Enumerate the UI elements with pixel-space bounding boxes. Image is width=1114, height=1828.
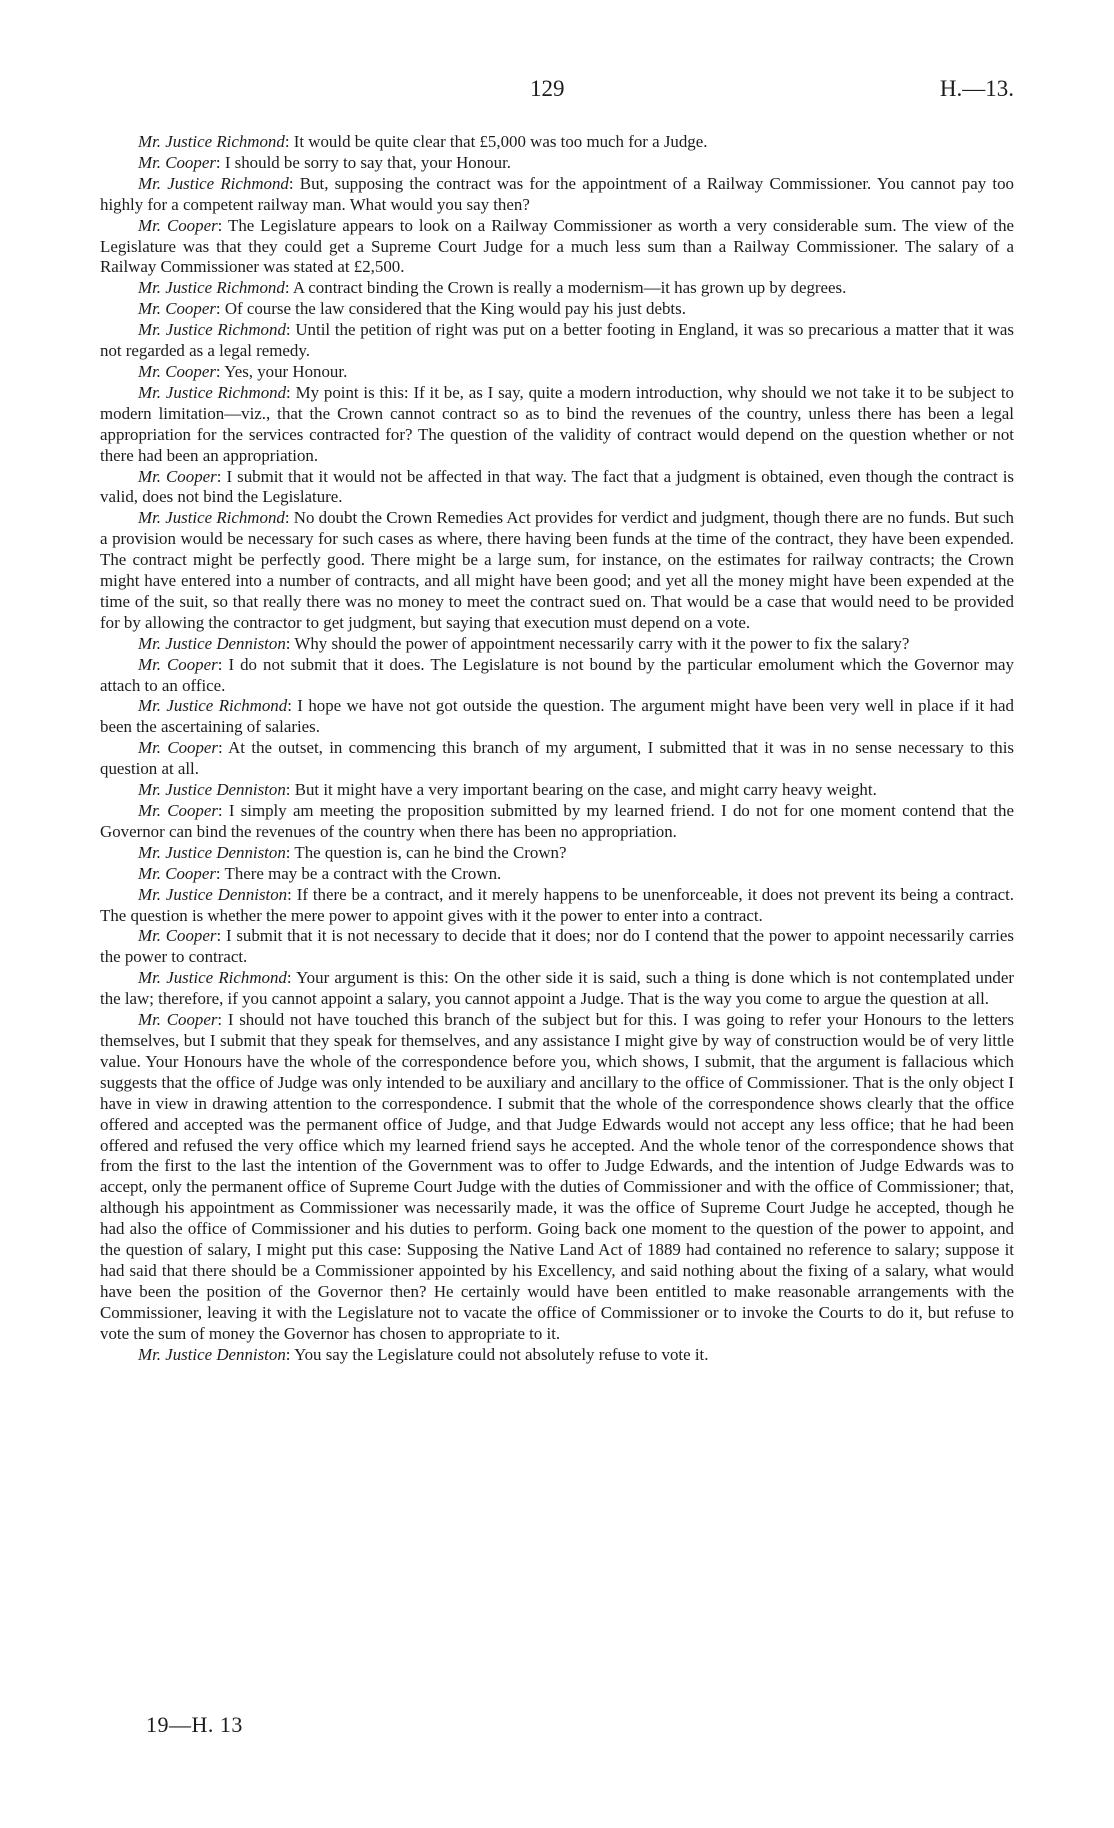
transcript-paragraph: Mr. Justice Denniston: If there be a contract, and it merely happens to be unenforceable, it does not prevent its being a contract. The question is whether the mere power to appoint gives with it the power to enter into a contract.: [100, 884, 1014, 925]
speech-text: I should be sorry to say that, your Honour.: [224, 152, 511, 172]
transcript-paragraph: Mr. Cooper: Of course the law considered that the King would pay his just debts.: [138, 299, 686, 319]
speaker-name: Mr. Justice Richmond: [138, 696, 288, 716]
speaker-name: Mr. Cooper: [138, 654, 218, 674]
speech-text: At the outset, in commencing this branch of my argument, I submitted that it was in no sense necessary to this question at all.: [100, 738, 1014, 779]
speech-text: I submit that it is not necessary to decide that it does; nor do I contend that the power to appoint necessarily carries the power to contract.: [100, 926, 1014, 967]
speech-text: I do not submit that it does. The Legislature is not bound by the particular emolument which the Governor may attach to an office.: [100, 654, 1014, 695]
speech-text: I hope we have not got outside the question. The argument might have been very well in place if it had been the ascertaining of salaries.: [100, 696, 1014, 737]
speech-text: It would be quite clear that £5,000 was too much for a Judge.: [293, 132, 708, 151]
speaker-name: Mr. Justice Richmond: [138, 132, 285, 151]
speaker-name: Mr. Cooper: [138, 926, 217, 946]
speech-text: If there be a contract, and it merely happens to be unenforceable, it does not prevent its being a contract. The question is whether the mere power to appoint gives with it the power to enter into a contract.: [100, 884, 1014, 925]
transcript-paragraph: Mr. Justice Richmond: Your argument is this: On the other side it is said, such a thing is done which is not contemplated under the law; therefore, if you cannot appoint a salary, you cannot appoint a Judge. That is the way you come to argue the question at all.: [100, 968, 1014, 1009]
speaker-name: Mr. Cooper: [138, 361, 216, 381]
speaker-name: Mr. Cooper: [138, 738, 218, 758]
speech-text: But, supposing the contract was for the appointment of a Railway Commissioner. You cannot pay too highly for a competent railway man. What would you say then?: [100, 173, 1014, 214]
speaker-name: Mr. Cooper: [138, 1010, 218, 1030]
transcript-paragraph: Mr. Cooper: I should not have touched this branch of the subject but for this. I was going to refer your Honours to the letters themselves, but I submit that they speak for themselves, and any assistance I might give by way of construction would be of very little value. Your Honours have the whole of the correspondence before you, which shows, I submit, that the argument is fallacious which suggests that the office of Judge was only intended to be auxiliary and ancillary to the office of Commissioner. That is the only object I have in view in drawing attention to the correspondence. I submit that the whole of the correspondence shows clearly that the office offered and accepted was the permanent office of Judge, and that Judge Edwards would not accept any less office; that he had been offered and refused the very office which my learned friend says he accepted. And the whole tenor of the correspondence shows that from the first to the last the intention of the Government was to offer to Judge Edwards, and the intention of Judge Edwards was to accept, only the permanent office of Supreme Court Judge with the duties of Commissioner and with the office of Commissioner; that, although his appointment as Commissioner was necessarily made, it was the office of Supreme Court Judge he accepted, though he had also the office of Commissioner and his duties to perform. Going back one moment to the question of the power to appoint, and the question of salary, I might put this case: Supposing the Native Land Act of 1889 had contained no reference to salary; suppose it had said that there should be a Commissioner appointed by his Excellency, and said nothing about the fixing of a salary, what would have been the position of the Governor then? He certainly would have been entitled to make reasonable arrangements with the Commissioner, leaving it with the Legislature not to vacate the office of Commissioner or to invoke the Courts to do it, but refuse to vote the sum of money the Governor has chosen to appropriate to it.: [100, 1010, 1015, 1343]
transcript-paragraph: Mr. Justice Richmond: No doubt the Crown Remedies Act provides for verdict and judgment, though there are no funds. But such a provision would be necessary for such cases as where, there having been funds at the time of the contract, they have been expended. The contract might be perfectly good. There might be a large sum, for instance, on the estimates for railway contracts; the Crown might have entered into a number of contracts, and all might have been good; and yet all the money might have been expended at the time of the suit, so that really there was no money to meet the contract sued on. That would be a case that would need to be provided for by allowing the contractor to get judgment, but saying that execution must depend on a vote.: [100, 508, 1014, 632]
speaker-name: Mr. Justice Denniston: [138, 780, 286, 800]
speaker-name: Mr. Cooper: [138, 466, 217, 486]
speech-text: The question is, can he bind the Crown?: [294, 842, 567, 862]
transcript-paragraph: Mr. Cooper: There may be a contract with the Crown.: [138, 863, 502, 883]
transcript-paragraph: Mr. Justice Denniston: But it might have a very important bearing on the case, and might carry heavy weight.: [138, 780, 877, 800]
transcript-paragraph: Mr. Cooper: I submit that it would not be affected in that way. The fact that a judgment is obtained, even though the contract is valid, does not bind the Legislature.: [100, 466, 1015, 507]
transcript-paragraph: Mr. Justice Richmond: It would be quite clear that £5,000 was too much for a Judge.: [138, 132, 708, 151]
transcript-body: [100, 132, 1014, 1365]
speaker-name: Mr. Cooper: [138, 863, 216, 883]
document-reference: H.—13.: [939, 76, 1014, 101]
speech-text: I submit that it would not be affected in that way. The fact that a judgment is obtained, even though the contract is valid, does not bind the Legislature.: [100, 466, 1015, 507]
speaker-name: Mr. Justice Denniston: [138, 842, 286, 862]
speech-text: There may be a contract with the Crown.: [224, 863, 502, 883]
speech-text: No doubt the Crown Remedies Act provides for verdict and judgment, though there are no funds. But such a provision would be necessary for such cases as where, there having been funds at the time of the contract, they have been expended. The contract might be perfectly good. There might be a large sum, for instance, on the estimates for railway contracts; the Crown might have entered into a number of contracts, and all might have been good; and yet all the money might have been expended at the time of the suit, so that really there was no money to meet the contract sued on. That would be a case that would need to be provided for by allowing the contractor to get judgment, but saying that execution must depend on a vote.: [100, 508, 1014, 632]
speaker-name: Mr. Justice Denniston: [138, 1344, 286, 1364]
speech-text: Your argument is this: On the other side it is said, such a thing is done which is not contemplated under the law; therefore, if you cannot appoint a salary, you cannot appoint a Judge. That is the way you come to argue the question at all.: [100, 968, 1014, 1009]
transcript-paragraph: Mr. Cooper: I do not submit that it does. The Legislature is not bound by the particular emolument which the Governor may attach to an office.: [100, 654, 1014, 695]
speech-text: Yes, your Honour.: [224, 361, 348, 381]
transcript-paragraph: Mr. Justice Richmond: A contract binding the Crown is really a modernism—it has grown up by degrees.: [138, 278, 847, 298]
speech-text: The Legislature appears to look on a Railway Commissioner as worth a very considerable sum. The view of the Legislature was that they could get a Supreme Court Judge for a much less sum than a Railway Commissioner. The salary of a Railway Commissioner was stated at £2,500.: [100, 215, 1015, 277]
sheet-signature: 19—H. 13: [146, 1712, 243, 1737]
speech-text: Of course the law considered that the King would pay his just debts.: [224, 299, 686, 319]
page-header: [0, 76, 1114, 106]
speaker-name: Mr. Justice Richmond: [138, 320, 286, 340]
speaker-name: Mr. Cooper: [138, 801, 218, 820]
speech-text: Until the petition of right was put on a better footing in England, it was so precarious a matter that it was not regarded as a legal remedy.: [100, 320, 1014, 361]
transcript-paragraph: Mr. Cooper: The Legislature appears to look on a Railway Commissioner as worth a very considerable sum. The view of the Legislature was that they could get a Supreme Court Judge for a much less sum than a Railway Commissioner. The salary of a Railway Commissioner was stated at £2,500.: [100, 215, 1015, 277]
transcript-paragraph: Mr. Justice Richmond: I hope we have not got outside the question. The argument might have been very well in place if it had been the ascertaining of salaries.: [100, 696, 1014, 737]
transcript-paragraph: Mr. Cooper: I should be sorry to say that, your Honour.: [138, 152, 511, 172]
transcript-paragraph: Mr. Justice Denniston: You say the Legislature could not absolutely refuse to vote it.: [138, 1344, 709, 1364]
page-number: 129: [530, 76, 565, 101]
speech-text: I should not have touched this branch of the subject but for this. I was going to refer your Honours to the letters themselves, but I submit that they speak for themselves, and any assistance I might give by way of construction would be of very little value. Your Honours have the whole of the correspondence before you, which shows, I submit, that the argument is fallacious which suggests that the office of Judge was only intended to be auxiliary and ancillary to the office of Commissioner. That is the only object I have in view in drawing attention to the correspondence. I submit that the whole of the correspondence shows clearly that the office offered and accepted was the permanent office of Judge, and that Judge Edwards would not accept any less office; that he had been offered and refused the very office which my learned friend says he accepted. And the whole tenor of the correspondence shows that from the first to the last the intention of the Government was to offer to Judge Edwards, and the intention of Judge Edwards was to accept, only the permanent office of Supreme Court Judge with the duties of Commissioner and with the office of Commissioner; that, although his appointment as Commissioner was necessarily made, it was the office of Supreme Court Judge he accepted, though he had also the office of Commissioner and his duties to perform. Going back one moment to the question of the power to appoint, and the question of salary, I might put this case: Supposing the Native Land Act of 1889 had contained no reference to salary; suppose it had said that there should be a Commissioner appointed by his Excellency, and said nothing about the fixing of a salary, what would have been the position of the Governor then? He certainly would have been entitled to make reasonable arrangements with the Commissioner, leaving it with the Legislature not to vacate the office of Commissioner or to invoke the Courts to do it, but refuse to vote the sum of money the Governor has chosen to appropriate to it.: [100, 1010, 1015, 1343]
transcript-paragraph: Mr. Cooper: Yes, your Honour.: [138, 361, 348, 381]
speaker-name: Mr. Justice Richmond: [138, 382, 287, 402]
transcript-paragraph: Mr. Justice Richmond: Until the petition of right was put on a better footing in England, it was so precarious a matter that it was not regarded as a legal remedy.: [100, 320, 1014, 361]
transcript-paragraph: Mr. Justice Richmond: But, supposing the contract was for the appointment of a Railway Commissioner. You cannot pay too highly for a competent railway man. What would you say then?: [100, 173, 1014, 214]
speech-text: But it might have a very important bearing on the case, and might carry heavy weight.: [294, 780, 877, 800]
speech-text: You say the Legislature could not absolutely refuse to vote it.: [294, 1344, 709, 1364]
speaker-name: Mr. Justice Denniston: [138, 633, 286, 653]
speaker-name: Mr. Justice Richmond: [138, 508, 285, 528]
speaker-name: Mr. Cooper: [138, 299, 216, 319]
speaker-name: Mr. Justice Richmond: [138, 173, 289, 193]
transcript-paragraph: Mr. Justice Richmond: My point is this: If it be, as I say, quite a modern introduction, why should we not take it to be subject to modern limitation—viz., that the Crown cannot contract so as to bind the revenues of the country, unless there has been a legal appropriation for the services contracted for? The question of the validity of contract would depend on the question whether or not there had been an appropriation.: [100, 382, 1015, 465]
speaker-name: Mr. Justice Denniston: [138, 884, 288, 904]
speech-text: A contract binding the Crown is really a modernism—it has grown up by degrees.: [292, 278, 847, 298]
transcript-paragraph: Mr. Justice Denniston: The question is, can he bind the Crown?: [138, 842, 567, 862]
speaker-name: Mr. Cooper: [138, 215, 218, 235]
speaker-name: Mr. Justice Richmond: [138, 278, 285, 298]
speaker-name: Mr. Justice Richmond: [138, 968, 287, 988]
speaker-name: Mr. Cooper: [138, 152, 216, 172]
transcript-paragraph: Mr. Justice Denniston: Why should the power of appointment necessarily carry with it the power to fix the salary?: [138, 633, 910, 653]
transcript-paragraph: Mr. Cooper: At the outset, in commencing this branch of my argument, I submitted that it was in no sense necessary to this question at all.: [100, 738, 1014, 779]
speech-text: Why should the power of appointment necessarily carry with it the power to fix the salary?: [294, 633, 910, 653]
transcript-paragraph: Mr. Cooper: I submit that it is not necessary to decide that it does; nor do I contend that the power to appoint necessarily carries the power to contract.: [100, 926, 1014, 967]
transcript-paragraph: Mr. Cooper: I simply am meeting the proposition submitted by my learned friend. I do not for one moment contend that the Governor can bind the revenues of the country when there has been no appropriation.: [100, 801, 1014, 841]
speech-text: I simply am meeting the proposition submitted by my learned friend. I do not for one moment contend that the Governor can bind the revenues of the country when there has been no appropriation.: [100, 801, 1014, 841]
speech-text: My point is this: If it be, as I say, quite a modern introduction, why should we not take it to be subject to modern limitation—viz., that the Crown cannot contract so as to bind the revenues of the country, unless there has been a legal appropriation for the services contracted for? The question of the validity of contract would depend on the question whether or not there had been an appropriation.: [100, 382, 1015, 465]
